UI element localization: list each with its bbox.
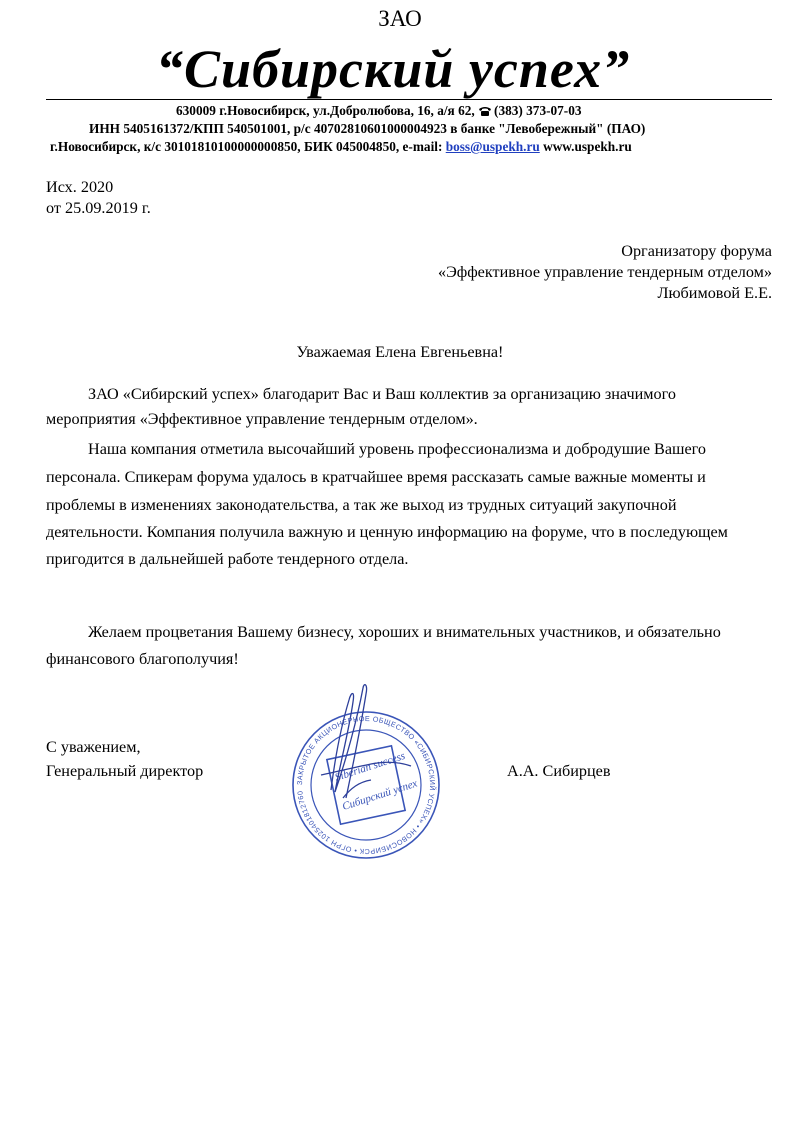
outgoing-date: от 25.09.2019 г.: [46, 199, 151, 217]
bank-details: г.Новосибирск, к/с 30101810100000000850, БИК 045004850, e-mail:: [50, 139, 446, 154]
letter-line: мероприятия «Эффективное управление тендерным отделом».: [46, 410, 478, 428]
letter-line: персонала. Спикерам форума удалось в кратчайшее время рассказать самые важные моменты и: [46, 468, 706, 486]
closing-regards: С уважением,: [46, 738, 141, 756]
address-text: 630009 г.Новосибирск, ул.Добролюбова, 16, а/я 62,: [176, 103, 479, 118]
requisites-line-3: [50, 139, 632, 155]
letter-line: ЗАО «Сибирский успех» благодарит Вас и Ваш коллектив за организацию значимого: [88, 385, 676, 403]
header-divider: [46, 99, 772, 100]
letter-line: финансового благополучия!: [46, 650, 239, 668]
outgoing-number: Исх. 2020: [46, 178, 114, 196]
director-signature: [321, 685, 411, 798]
addressee-line-1: Организатору форума: [621, 242, 772, 260]
addressee-line-3: Любимовой Е.Е.: [657, 284, 772, 302]
letter-line: пригодится в дальнейшей работе тендерного отдела.: [46, 550, 409, 568]
letter-line: Желаем процветания Вашему бизнесу, хороших и внимательных участников, и обязательно: [88, 623, 721, 641]
seal-ring-text: ЗАКРЫТОЕ АКЦИОНЕРНОЕ ОБЩЕСТВО «СИБИРСКИЙ УСПЕХ» • НОВОСИБИРСК • ОГРН 1025401812760: [294, 713, 438, 857]
letter-line: деятельности. Компания получила важную и ценную информацию на форуме, что в последующем: [46, 523, 728, 541]
signer-name: А.А. Сибирцев: [507, 762, 611, 780]
phone-icon: [478, 106, 492, 116]
seal-inner-text-en: Siberian success: [333, 749, 407, 784]
email-link[interactable]: boss@uspekh.ru: [445, 139, 540, 154]
requisites-line-1: [176, 103, 582, 119]
letter-line: проблемы в изменениях законодательства, а так же выход из трудных ситуаций закупочной: [46, 496, 677, 514]
signer-position: Генеральный директор: [46, 762, 204, 780]
company-seal: [291, 680, 441, 860]
addressee-line-2: «Эффективное управление тендерным отделом»: [438, 263, 772, 281]
letter-line: Наша компания отметила высочайший уровень профессионализма и добродушие Вашего: [88, 440, 707, 458]
salutation: Уважаемая Елена Евгеньевна!: [296, 343, 504, 361]
company-name: “Сибирский успех”: [156, 39, 631, 99]
phone-text: (383) 373-07-03: [494, 103, 582, 118]
org-type: ЗАО: [378, 6, 422, 31]
requisites-line-2: ИНН 5405161372/КПП 540501001, р/с 40702810601000004923 в банке "Левобережный" (ПАО): [89, 121, 646, 136]
seal-inner-text-ru: Сибирский успех: [340, 777, 419, 813]
website-text: www.uspekh.ru: [539, 139, 632, 154]
